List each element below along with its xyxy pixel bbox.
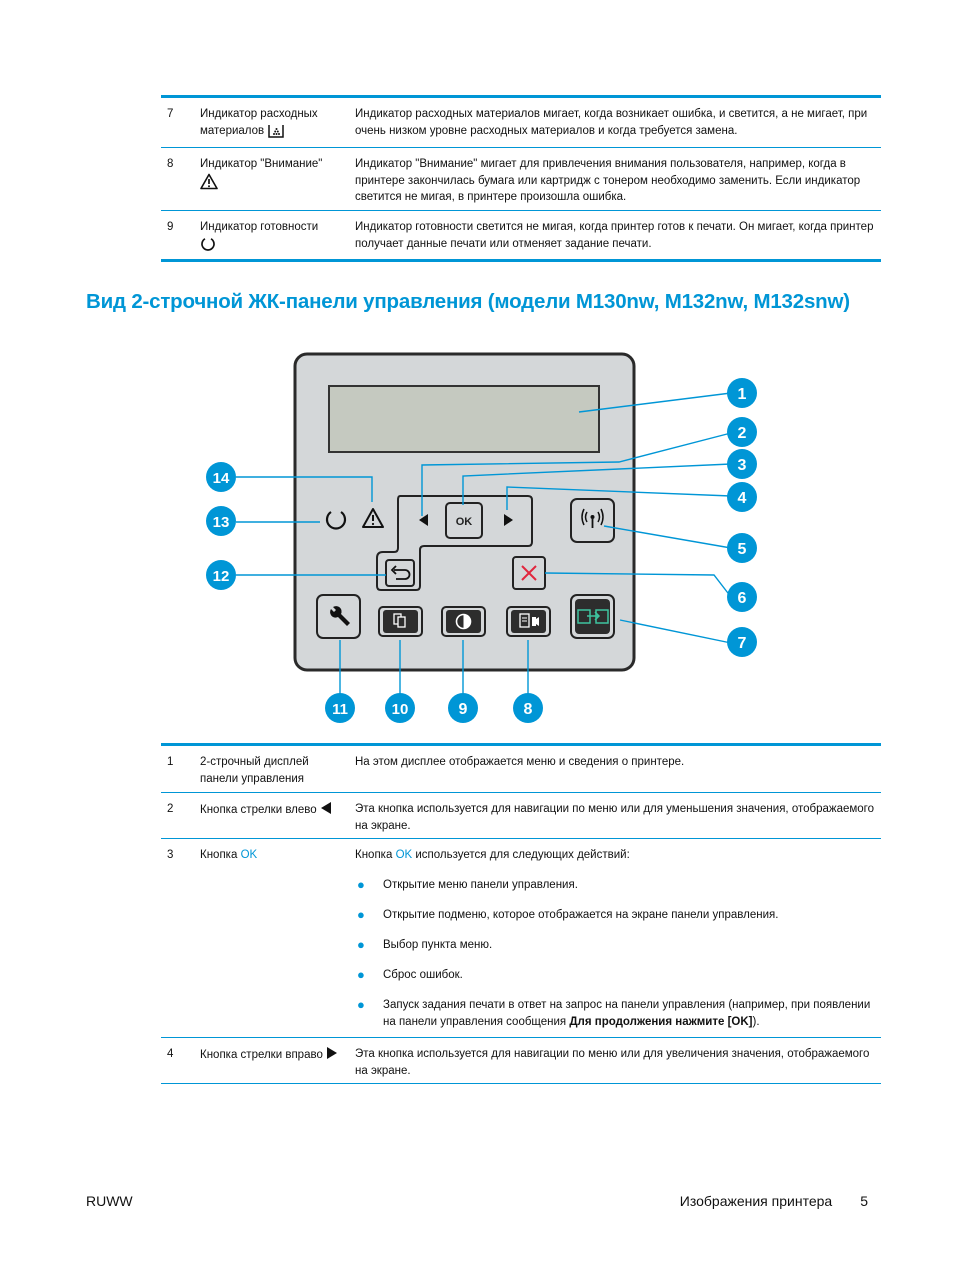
table-row [161,746,881,793]
table-row [161,148,881,211]
svg-text:1: 1 [737,386,747,403]
section-heading: Вид 2-строчной ЖК-панели управления (модели M130nw, M132nw, M132snw) [86,290,850,313]
row-name: Индикатор "Внимание" [200,156,350,190]
table-row [161,839,881,1038]
ok-button-label: OK [455,516,473,528]
row-description: Индикатор расходных материалов мигает, когда возникает ошибка, и светится, а не мигает, при очень низком уровне расходных материалов и когда требуется замена. [355,108,868,137]
row-number: 1 [167,756,174,768]
svg-text:8: 8 [523,701,533,718]
right-arrow-icon [326,1046,338,1060]
footer-locale: RUWW [86,1193,133,1209]
svg-text:3: 3 [737,457,747,474]
callout-3 [727,449,757,479]
list-item: ● Открытие меню панели управления. [357,877,578,892]
svg-text:9: 9 [458,701,468,718]
lighter-darker-button[interactable] [442,607,485,636]
svg-text:13: 13 [212,514,230,531]
warning-icon [200,173,218,190]
row-description: На этом дисплее отображается меню и сведения о принтере. [355,756,685,768]
callout-7 [727,627,757,657]
row-number: 9 [167,221,174,233]
row-name: 2-строчный дисплей панели управления [200,756,309,785]
cancel-button[interactable] [513,557,545,589]
row-name: Индикатор расходных материалов [200,108,318,137]
table-row [161,1038,881,1084]
callout-2 [727,417,757,447]
row-number: 7 [167,108,174,120]
callout-11 [325,693,355,723]
control-panel-table [161,743,881,1084]
left-arrow-icon [320,801,332,815]
page-number: 5 [860,1193,868,1209]
row-number: 2 [167,803,174,815]
callout-6 [727,582,757,612]
table-row [161,211,881,262]
ok-intro: Кнопка OK используется для следующих действий: [355,849,630,861]
callout-12 [206,560,236,590]
svg-text:10: 10 [391,701,409,718]
row-description: Индикатор "Внимание" мигает для привлечения внимания пользователя, например, когда в принтере закончилась бумага или картридж с тонером необходимо заменить. Если индикатор светится не мигая, в принтере произошла ошибка. [355,158,861,203]
svg-text:14: 14 [212,470,230,487]
row-name: Кнопка OK [200,849,258,861]
callout-14 [206,462,236,492]
supplies-icon [267,123,285,139]
control-panel-diagram [200,346,760,726]
wireless-button[interactable] [571,499,614,542]
list-item: ● Открытие подменю, которое отображается на экране панели управления. [357,907,779,922]
ok-label: OK [240,849,258,861]
svg-text:7: 7 [737,635,747,652]
svg-text:6: 6 [737,590,747,607]
list-item: ● Запуск задания печати в ответ на запрос на панели управления (например, при появлении на панели управления сообщения Для продолжения нажмите [OK]). [357,997,871,1028]
lcd-display [329,386,599,452]
callout-9 [448,693,478,723]
row-description: Эта кнопка используется для навигации по меню или для увеличения значения, отображаемого на экране. [355,1048,870,1077]
svg-text:4: 4 [737,490,747,507]
back-button[interactable] [386,560,414,586]
svg-text:12: 12 [212,568,230,585]
row-number: 3 [167,849,174,861]
svg-text:11: 11 [332,701,348,718]
id-card-copy-button[interactable] [507,607,550,636]
indicator-table [161,95,881,262]
footer-section: Изображения принтера 5 [679,1193,868,1209]
callout-4 [727,482,757,512]
callout-10 [385,693,415,723]
callout-8 [513,693,543,723]
callout-5 [727,533,757,563]
row-number: 4 [167,1048,174,1060]
copy-menu-button[interactable] [379,607,422,636]
ok-actions-list [355,877,875,1030]
row-name: Индикатор готовности [200,219,350,252]
table-row [161,793,881,839]
svg-text:5: 5 [737,541,747,558]
row-description: Индикатор готовности светится не мигая, когда принтер готов к печати. Он мигает, когда принтер получает данные печати или отменяет задание печати. [355,221,874,250]
row-name: Кнопка стрелки вправо [200,1046,360,1064]
svg-text:2: 2 [737,425,747,442]
callout-1 [727,378,757,408]
row-name: Кнопка стрелки влево [200,801,360,819]
ok-button[interactable] [446,503,482,538]
setup-button[interactable] [317,595,360,638]
list-item: ● Сброс ошибок. [357,967,463,982]
ready-icon [200,236,216,252]
row-number: 8 [167,158,174,170]
list-item: ● Выбор пункта меню. [357,937,493,952]
start-copy-button[interactable] [571,595,614,638]
row-description [355,847,875,1030]
callout-13 [206,506,236,536]
table-row [161,98,881,148]
row-description: Эта кнопка используется для навигации по меню или для уменьшения значения, отображаемого на экране. [355,803,874,832]
